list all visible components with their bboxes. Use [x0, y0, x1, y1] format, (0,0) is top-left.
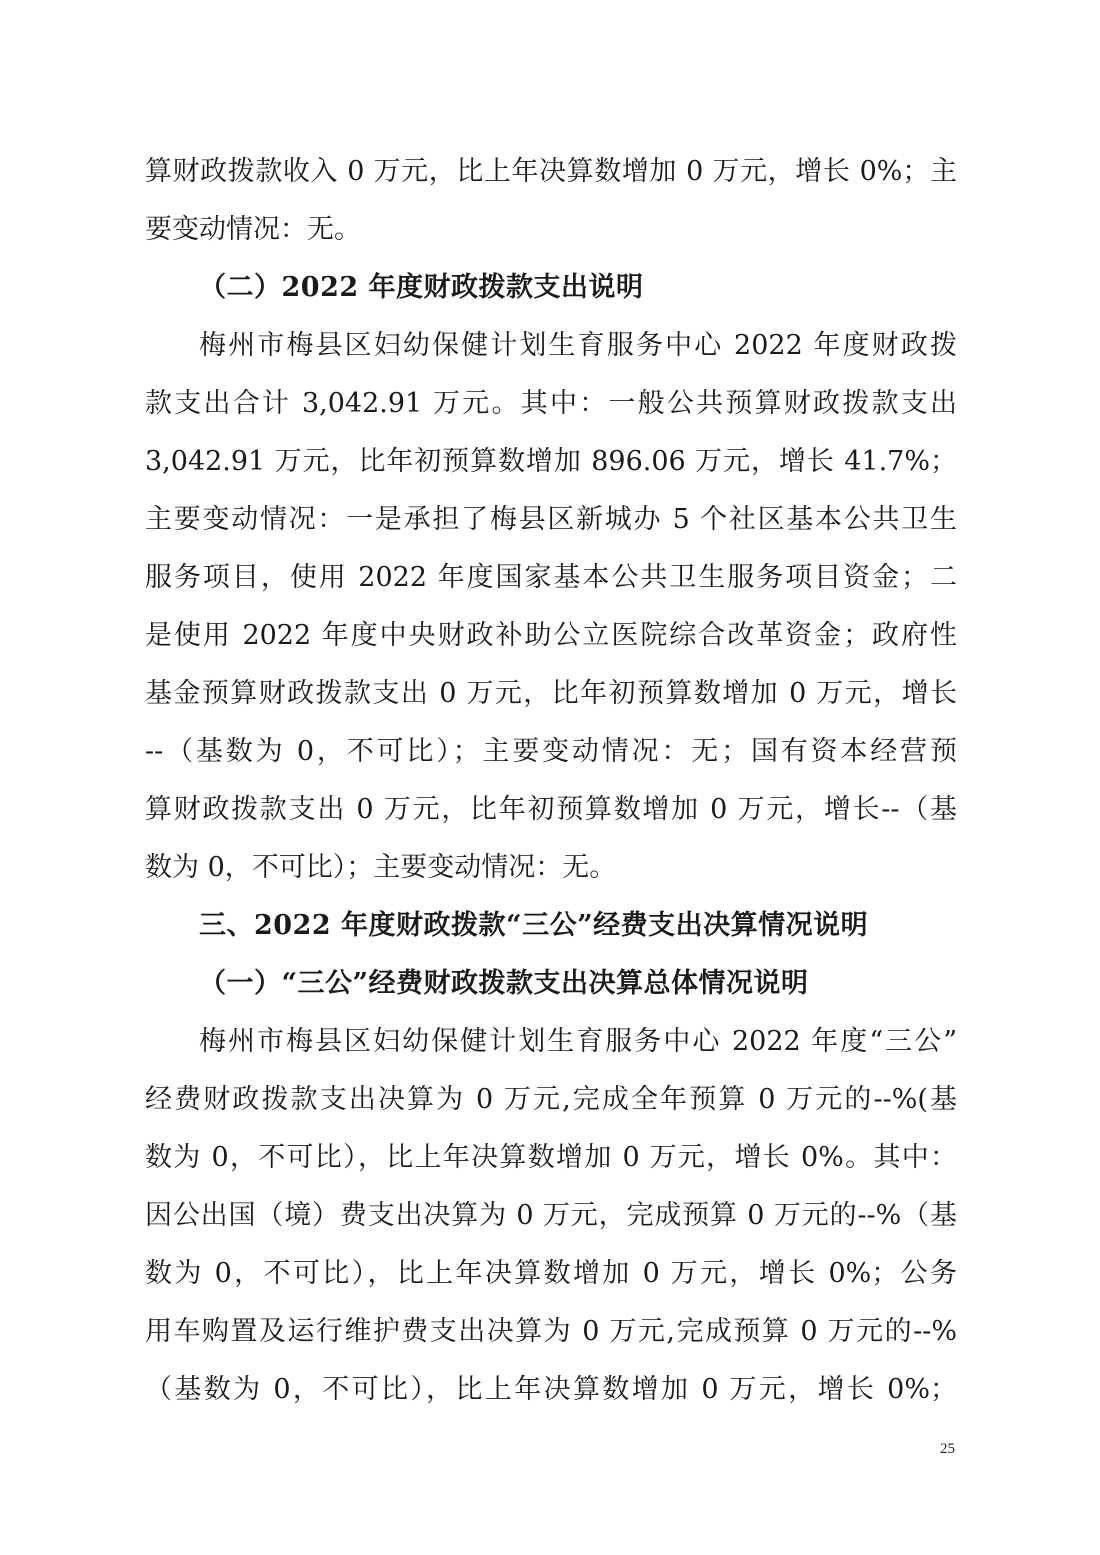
text-line: 款支出合计 3,042.91 万元。其中：一般公共预算财政拨款支出	[145, 388, 957, 419]
text-line: 梅州市梅县区妇幼保健计划生育服务中心 2022 年度财政拨	[199, 330, 957, 361]
text-line: 用车购置及运行维护费支出决算为 0 万元,完成预算 0 万元的--%	[145, 1316, 957, 1347]
subsection-heading: （一）“三公”经费财政拨款支出决算总体情况说明	[199, 968, 809, 999]
text-line: 算财政拨款收入 0 万元，比上年决算数增加 0 万元，增长 0%；主	[145, 156, 957, 187]
section-heading: （二）2022 年度财政拨款支出说明	[199, 272, 644, 303]
text-line: 经费财政拨款支出决算为 0 万元,完成全年预算 0 万元的--%(基	[145, 1084, 957, 1115]
text-line: 基金预算财政拨款支出 0 万元，比年初预算数增加 0 万元，增长	[145, 678, 957, 709]
text-line: 数为 0，不可比），比上年决算数增加 0 万元，增长 0%。其中：	[145, 1142, 957, 1173]
text-line: 是使用 2022 年度中央财政补助公立医院综合改革资金；政府性	[145, 620, 957, 651]
text-line: 因公出国（境）费支出决算为 0 万元，完成预算 0 万元的--%（基	[145, 1200, 957, 1231]
text-line: （基数为 0，不可比），比上年决算数增加 0 万元，增长 0%；	[145, 1374, 957, 1405]
document-page	[145, 143, 957, 1419]
text-line: 服务项目，使用 2022 年度国家基本公共卫生服务项目资金；二	[145, 562, 957, 593]
section-heading: 三、2022 年度财政拨款“三公”经费支出决算情况说明	[199, 910, 869, 941]
page-number: 25	[940, 1441, 955, 1457]
text-line: 算财政拨款支出 0 万元，比年初预算数增加 0 万元，增长--（基	[145, 794, 957, 825]
text-line: 3,042.91 万元，比年初预算数增加 896.06 万元，增长 41.7%；	[145, 446, 957, 477]
text-line: 梅州市梅县区妇幼保健计划生育服务中心 2022 年度“三公”	[199, 1026, 957, 1057]
continued-paragraph	[145, 143, 957, 259]
text-line: 数为 0，不可比），比上年决算数增加 0 万元，增长 0%；公务	[145, 1258, 957, 1289]
text-line: 主要变动情况：一是承担了梅县区新城办 5 个社区基本公共卫生	[145, 504, 957, 535]
text-line: --（基数为 0，不可比）；主要变动情况：无；国有资本经营预	[145, 736, 957, 767]
text-line: 数为 0，不可比）；主要变动情况：无。	[145, 852, 617, 883]
body-paragraph	[145, 1013, 957, 1419]
text-line: 要变动情况：无。	[145, 214, 361, 245]
body-paragraph	[145, 317, 957, 897]
